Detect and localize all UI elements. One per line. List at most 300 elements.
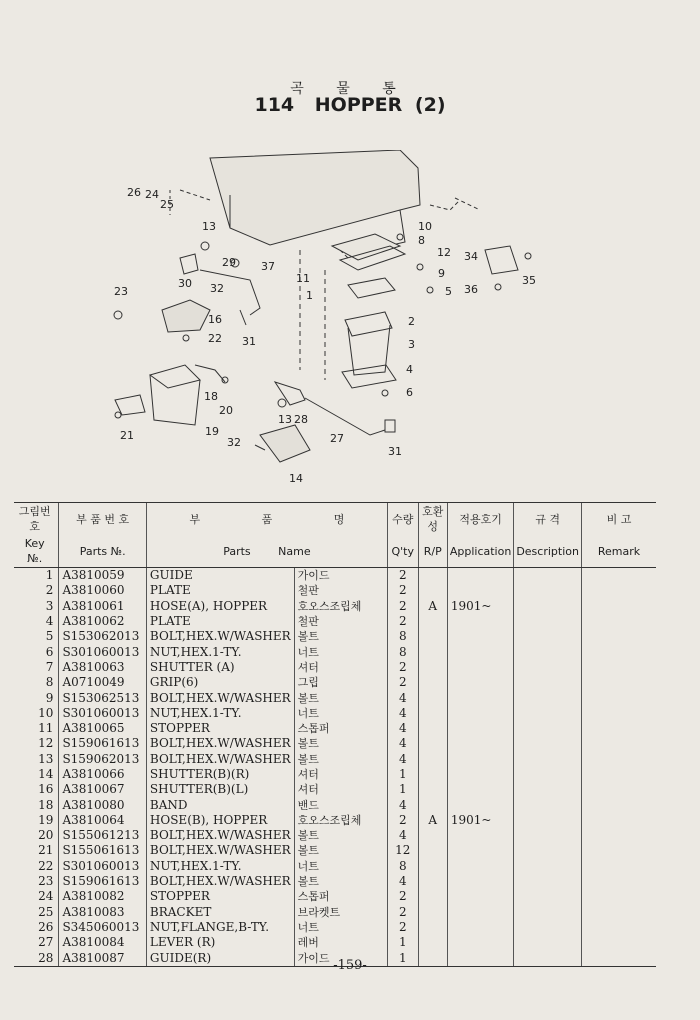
header-name [146,535,387,568]
part-name-korean-cell: 볼트 [294,843,387,858]
header-key: Key №. [14,535,59,568]
table-row [14,874,656,889]
callout-label: 25 [160,198,174,211]
part-name-cell: STOPPER [146,889,294,904]
table-row [14,797,656,812]
callout-label: 36 [464,283,478,296]
key-cell: 5 [45,629,54,644]
callout-label: 18 [204,390,218,403]
description-cell [514,706,582,721]
table-row [14,736,656,751]
remark-cell [581,690,656,705]
qty-cell: 4 [387,721,418,736]
rp-cell [418,644,447,659]
remark-cell [581,767,656,782]
part-number-cell: A3810064 [59,813,146,828]
header-rp: R/P [418,535,447,568]
key-cell: 28 [14,950,59,966]
callout-label: 29 [222,256,236,269]
callout-label: 20 [219,404,233,417]
key-cell: 11 [38,721,54,736]
application-cell [447,889,513,904]
key-cell: 7 [45,659,54,674]
rp-cell [418,935,447,950]
remark-cell [581,843,656,858]
remark-cell [581,828,656,843]
key-cell: 26 [38,919,54,934]
qty-cell: 4 [387,706,418,721]
callout-label: 6 [406,386,413,399]
table-row [14,859,656,874]
table-row [14,660,656,675]
table-row [14,752,656,767]
table-row [14,920,656,935]
qty-cell: 2 [387,583,418,598]
application-cell [447,690,513,705]
callout-label: 24 [145,188,159,201]
rp-cell [418,629,447,644]
callout-label: 3 [408,338,415,351]
remark-cell [581,568,656,584]
qty-cell: 4 [387,690,418,705]
qty-cell: 2 [387,920,418,935]
rp-cell [418,859,447,874]
part-name-korean-cell: 밴드 [294,797,387,812]
part-number-cell: A3810065 [59,721,146,736]
header-rp-korean: 호환성 [418,503,447,536]
part-number-cell: A0710049 [59,675,146,690]
callout-label: 5 [445,285,452,298]
part-number-cell: A3810062 [59,614,146,629]
part-name-korean-cell: 호오스조립체 [294,599,387,614]
parts-table-body [14,568,656,967]
key-cell: 1 [45,568,54,583]
rp-cell [418,675,447,690]
part-number-cell: S159062013 [59,752,146,767]
qty-cell: 2 [387,568,418,584]
application-cell [447,920,513,935]
rp-cell [418,889,447,904]
remark-cell [581,874,656,889]
application-cell [447,583,513,598]
part-number-cell: A3810080 [59,797,146,812]
remark-cell [581,721,656,736]
part-number-cell: S153062513 [59,690,146,705]
part-name-korean-cell: 너트 [294,920,387,935]
part-name-cell: BOLT,HEX.W/WASHER [146,843,294,858]
rp-cell [418,767,447,782]
part-name-korean-cell: 볼트 [294,736,387,751]
part-name-cell: PLATE [146,614,294,629]
application-cell [447,660,513,675]
key-cell: 22 [38,858,54,873]
part-name-cell: LEVER (R) [146,935,294,950]
lever-assembly [255,382,395,462]
header-partno: Parts №. [59,535,146,568]
description-cell [514,629,582,644]
qty-cell: 2 [387,889,418,904]
rp-cell [418,736,447,751]
remark-cell [581,859,656,874]
header-name-korean-1: 부 [189,512,201,526]
part-name-cell: HOSE(B), HOPPER [146,813,294,828]
header-description-korean: 규 격 [514,503,582,536]
table-row [14,905,656,920]
callout-label: 35 [522,274,536,287]
header-row-korean [14,503,656,536]
parts-table-wrapper [14,502,656,967]
application-cell [447,706,513,721]
part-name-cell: NUT,HEX.1-TY. [146,859,294,874]
part-number-cell: S153062013 [59,629,146,644]
part-name-korean-cell: 볼트 [294,629,387,644]
parts-table [14,502,656,967]
application-cell [447,644,513,659]
qty-cell: 2 [387,675,418,690]
key-cell: 19 [38,812,54,827]
part-name-cell: BRACKET [146,905,294,920]
key-cell: 23 [38,874,54,889]
part-name-korean-cell: 가이드 [294,950,387,966]
page-number: -159- [333,958,367,973]
part-number-cell: A3810087 [59,950,146,966]
remark-cell [581,736,656,751]
key-cell: 13 [38,751,54,766]
qty-cell: 8 [387,859,418,874]
callout-label: 34 [464,250,478,263]
remark-cell [581,920,656,935]
table-row [14,767,656,782]
qty-cell: 4 [387,752,418,767]
callout-label: 37 [261,260,275,273]
qty-cell: 1 [387,935,418,950]
part-number-cell: S345060013 [59,920,146,935]
description-cell [514,614,582,629]
description-cell [514,828,582,843]
qty-cell: 2 [387,599,418,614]
part-name-cell: BOLT,HEX.W/WASHER [146,629,294,644]
rp-cell [418,721,447,736]
callout-label: 11 [296,272,310,285]
application-cell: 1901~ [447,599,513,614]
part-number-cell: S155061613 [59,843,146,858]
key-cell: 9 [45,690,54,705]
part-number-cell: S301060013 [59,644,146,659]
description-cell [514,660,582,675]
key-cell: 3 [45,598,54,613]
remark-cell [581,614,656,629]
part-name-cell: HOSE(A), HOPPER [146,599,294,614]
qty-cell: 2 [387,813,418,828]
description-cell [514,767,582,782]
description-cell [514,690,582,705]
callout-label: 31 [242,335,256,348]
callout-label: 26 [127,186,141,199]
header-name-korean-3: 명 [333,512,345,526]
header-application-korean: 적용호기 [447,503,513,536]
callout-label: 27 [330,432,344,445]
qty-cell: 4 [387,736,418,751]
callout-label: 31 [388,445,402,458]
part-number-cell: S159061613 [59,874,146,889]
description-cell [514,797,582,812]
part-name-korean-cell: 셔터 [294,767,387,782]
qty-cell: 2 [387,614,418,629]
key-cell: 27 [38,935,54,950]
hopper-chute-stack [332,234,433,396]
description-cell [514,935,582,950]
part-name-cell: GUIDE(R) [146,950,294,966]
part-name-cell: PLATE [146,583,294,598]
callout-label: 19 [205,425,219,438]
left-shutter-assembly [114,242,260,341]
application-cell [447,568,513,584]
part-name-korean-cell: 그립 [294,675,387,690]
description-cell [514,721,582,736]
table-row [14,644,656,659]
callout-label: 14 [289,472,303,485]
application-cell [447,905,513,920]
description-cell [514,843,582,858]
application-cell [447,859,513,874]
description-cell [514,874,582,889]
callout-label: 4 [406,363,413,376]
part-name-cell: GRIP(6) [146,675,294,690]
rp-cell [418,905,447,920]
part-number-cell: S155061213 [59,828,146,843]
application-cell [447,797,513,812]
part-name-cell: SHUTTER (A) [146,660,294,675]
table-row [14,782,656,797]
header-remark-korean: 비 고 [581,503,656,536]
key-cell: 16 [38,782,54,797]
part-name-cell: BOLT,HEX.W/WASHER [146,874,294,889]
part-name-korean-cell: 철판 [294,614,387,629]
application-cell [447,874,513,889]
remark-cell [581,706,656,721]
rp-cell [418,843,447,858]
part-name-korean-cell: 레버 [294,935,387,950]
part-name-cell: GUIDE [146,568,294,584]
description-cell [514,568,582,584]
callout-label: 10 [418,220,432,233]
remark-cell [581,644,656,659]
key-cell: 24 [38,889,54,904]
header-qty: Q'ty [387,535,418,568]
table-row [14,614,656,629]
part-name-cell: STOPPER [146,721,294,736]
part-number-cell: A3810059 [59,568,146,584]
header-remark: Remark [581,535,656,568]
remark-cell [581,782,656,797]
table-row [14,843,656,858]
part-name-cell: BOLT,HEX.W/WASHER [146,690,294,705]
part-name-korean-cell: 호오스조립체 [294,813,387,828]
rp-cell: A [418,813,447,828]
description-cell [514,859,582,874]
application-cell [447,767,513,782]
callout-label: 2 [408,315,415,328]
remark-cell [581,660,656,675]
remark-cell [581,583,656,598]
description-cell [514,920,582,935]
rp-cell [418,690,447,705]
header-partno-korean: 부 품 번 호 [59,503,146,536]
remark-cell [581,905,656,920]
rp-cell [418,583,447,598]
qty-cell: 2 [387,660,418,675]
part-name-cell: BOLT,HEX.W/WASHER [146,752,294,767]
application-cell [447,736,513,751]
part-name-korean-cell: 너트 [294,644,387,659]
exploded-parts-diagram [100,150,560,490]
header-row-english [14,535,656,568]
qty-cell: 4 [387,874,418,889]
part-name-cell: BOLT,HEX.W/WASHER [146,736,294,751]
qty-cell: 8 [387,629,418,644]
rp-cell [418,660,447,675]
callout-label: 32 [210,282,224,295]
rp-cell [418,752,447,767]
part-name-cell: BAND [146,797,294,812]
key-cell: 14 [38,767,54,781]
header-description: Description [514,535,582,568]
callout-label: 28 [294,413,308,426]
part-number-cell: A3810061 [59,599,146,614]
header-qty-korean: 수량 [387,503,418,536]
key-cell: 10 [38,705,54,720]
callout-label: 16 [208,313,222,326]
table-row [14,889,656,904]
callout-label: 9 [438,267,445,280]
description-cell [514,736,582,751]
part-name-korean-cell: 볼트 [294,828,387,843]
part-name-korean-cell: 볼트 [294,752,387,767]
rp-cell [418,874,447,889]
application-cell [447,935,513,950]
header-name-korean [146,503,387,536]
qty-cell: 12 [387,843,418,858]
remark-cell [581,752,656,767]
callout-label: 13 [202,220,216,233]
table-row [14,629,656,644]
callout-label: 23 [114,285,128,298]
header-application: Application [447,535,513,568]
application-cell [447,675,513,690]
part-number-cell: S301060013 [59,706,146,721]
part-number-cell: A3810084 [59,935,146,950]
application-cell: 1901~ [447,813,513,828]
part-name-korean-cell: 브라켓트 [294,905,387,920]
rp-cell [418,828,447,843]
table-row [14,706,656,721]
page-title-korean: 곡 물 통 [290,81,410,97]
remark-cell [581,935,656,950]
page-title [0,94,700,116]
table-row [14,583,656,598]
description-cell [514,599,582,614]
part-number-cell: S159061613 [59,736,146,751]
application-cell [447,721,513,736]
rp-cell [418,797,447,812]
rp-cell: A [418,599,447,614]
qty-cell: 2 [387,905,418,920]
table-row [14,813,656,828]
callout-label: 32 [227,436,241,449]
description-cell [514,782,582,797]
part-name-korean-cell: 볼트 [294,690,387,705]
section-name: HOPPER (2) [314,94,446,116]
application-cell [447,614,513,629]
description-cell [514,752,582,767]
part-number-cell: A3810063 [59,660,146,675]
table-row [14,568,656,584]
key-cell: 12 [38,736,54,751]
application-cell [447,629,513,644]
remark-cell [581,675,656,690]
description-cell [514,813,582,828]
key-cell: 25 [38,904,54,919]
application-cell [447,828,513,843]
part-name-korean-cell: 볼트 [294,874,387,889]
qty-cell: 1 [387,950,418,966]
remark-cell [581,599,656,614]
application-cell [447,782,513,797]
application-cell [447,843,513,858]
header-name-2: Name [278,544,311,558]
part-name-cell: SHUTTER(B)(L) [146,782,294,797]
part-number-cell: S301060013 [59,859,146,874]
part-name-korean-cell: 너트 [294,859,387,874]
part-number-cell: A3810066 [59,767,146,782]
description-cell [514,583,582,598]
key-cell: 20 [38,828,54,843]
callout-label: 13 [278,413,292,426]
part-name-korean-cell: 스톱퍼 [294,889,387,904]
callout-label: 21 [120,429,134,442]
rp-cell [418,706,447,721]
header-name-1: Parts [223,544,251,558]
description-cell [514,905,582,920]
callout-label: 8 [418,234,425,247]
part-name-korean-cell: 너트 [294,706,387,721]
key-cell: 21 [38,843,54,858]
table-row [14,721,656,736]
table-row [14,690,656,705]
key-cell: 18 [38,797,54,812]
qty-cell: 8 [387,644,418,659]
machine-body-outline [170,150,480,380]
description-cell [514,644,582,659]
part-name-korean-cell: 가이드 [294,568,387,584]
table-row [14,935,656,950]
qty-cell: 4 [387,828,418,843]
table-row [14,675,656,690]
key-cell: 4 [45,614,54,629]
section-number: 114 [254,94,295,116]
key-cell: 6 [45,644,54,659]
description-cell [514,889,582,904]
part-number-cell: A3810067 [59,782,146,797]
key-cell: 2 [45,583,54,598]
qty-cell: 1 [387,782,418,797]
remark-cell [581,889,656,904]
part-name-korean-cell: 셔터 [294,782,387,797]
rp-cell [418,614,447,629]
part-name-cell: NUT,FLANGE,B-TY. [146,920,294,935]
header-key-korean: 그림번호 [14,503,59,536]
part-name-cell: BOLT,HEX.W/WASHER [146,828,294,843]
